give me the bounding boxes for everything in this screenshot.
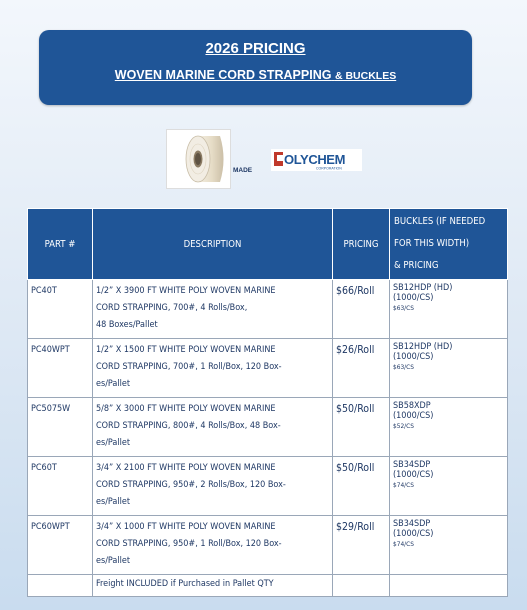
freight-note: Freight INCLUDED if Purchased in Pallet QTY (93, 575, 333, 597)
buckle-info (390, 516, 508, 575)
header-buckles-line1: BUCKLES (IF NEEDED (394, 216, 486, 227)
header-description: DESCRIPTION (93, 209, 333, 280)
buckle-code: SB58XDP (393, 401, 431, 411)
buckle-qty: (1000/CS) (393, 529, 434, 539)
description-line: 1/2” X 1500 FT WHITE POLY WOVEN MARINE (96, 345, 276, 355)
description-line: es/Pallet (96, 497, 131, 507)
description-line: es/Pallet (96, 379, 131, 389)
buckle-qty: (1000/CS) (393, 352, 434, 362)
buckle-code: SB12HDP (HD) (393, 283, 453, 293)
price: $29/Roll (333, 516, 390, 575)
header-buckles (390, 209, 508, 280)
buckle-price: $63/CS (393, 304, 414, 312)
banner-subtitle-suffix: & BUCKLES (334, 70, 397, 82)
footer-empty-cell (28, 575, 93, 597)
buckle-info (390, 280, 508, 339)
buckle-code: SB12HDP (HD) (393, 342, 453, 352)
table-row (28, 339, 508, 398)
buckle-info (390, 457, 508, 516)
table-row (28, 398, 508, 457)
svg-text:CORPORATION: CORPORATION (316, 166, 342, 171)
description-line: CORD STRAPPING, 800#, 4 Rolls/Box, 48 Box- (96, 421, 281, 431)
description-line: CORD STRAPPING, 950#, 1 Roll/Box, 120 Box- (96, 539, 282, 549)
price: $50/Roll (333, 398, 390, 457)
banner-title: 2026 PRICING (205, 40, 306, 57)
description-line: es/Pallet (96, 438, 131, 448)
description (93, 398, 333, 457)
description-line: 5/8” X 3000 FT WHITE POLY WOVEN MARINE (96, 404, 276, 414)
description-line: 3/4” X 1000 FT WHITE POLY WOVEN MARINE (96, 522, 276, 532)
description-line: CORD STRAPPING, 700#, 4 Rolls/Box, (96, 303, 248, 313)
description (93, 339, 333, 398)
description (93, 280, 333, 339)
part-number: PC40T (28, 280, 93, 339)
description-line: 3/4” X 2100 FT WHITE POLY WOVEN MARINE (96, 463, 276, 473)
buckle-code: SB34SDP (393, 460, 431, 470)
description-line: CORD STRAPPING, 950#, 2 Rolls/Box, 120 Box- (96, 480, 286, 490)
title-banner (39, 30, 472, 105)
buckle-qty: (1000/CS) (393, 411, 434, 421)
description-line: 1/2” X 3900 FT WHITE POLY WOVEN MARINE (96, 286, 276, 296)
svg-text:OLYCHEM: OLYCHEM (284, 152, 346, 167)
price: $26/Roll (333, 339, 390, 398)
header-part: PART # (28, 209, 93, 280)
buckle-info (390, 339, 508, 398)
description (93, 516, 333, 575)
price: $66/Roll (333, 280, 390, 339)
made-label: MADE (233, 167, 253, 174)
footer-empty-cell (333, 575, 390, 597)
part-number: PC40WPT (28, 339, 93, 398)
buckle-code: SB34SDP (393, 519, 431, 529)
header-pricing: PRICING (333, 209, 390, 280)
table-row (28, 457, 508, 516)
buckle-price: $63/CS (393, 363, 414, 371)
buckle-price: $74/CS (393, 540, 414, 548)
part-number: PC60T (28, 457, 93, 516)
description-line: CORD STRAPPING, 700#, 1 Roll/Box, 120 Box- (96, 362, 282, 372)
description-line: 48 Boxes/Pallet (96, 320, 158, 330)
buckle-price: $52/CS (393, 422, 414, 430)
banner-subtitle (39, 68, 472, 82)
pricing-table (27, 208, 508, 597)
buckle-info (390, 398, 508, 457)
header-buckles-line2: FOR THIS WIDTH) (394, 238, 470, 249)
polychem-logo (271, 149, 362, 171)
table-header-row (28, 209, 508, 280)
table-row (28, 516, 508, 575)
description-line: es/Pallet (96, 556, 131, 566)
banner-subtitle-main: WOVEN MARINE CORD STRAPPING (114, 68, 332, 82)
footer-empty-cell (390, 575, 508, 597)
strapping-roll-image (166, 129, 231, 189)
table-footer-row (28, 575, 508, 597)
table-row (28, 280, 508, 339)
buckle-qty: (1000/CS) (393, 293, 434, 303)
part-number: PC60WPT (28, 516, 93, 575)
buckle-qty: (1000/CS) (393, 470, 434, 480)
price: $50/Roll (333, 457, 390, 516)
description (93, 457, 333, 516)
part-number: PC5075W (28, 398, 93, 457)
buckle-price: $74/CS (393, 481, 414, 489)
header-buckles-line3: & PRICING (394, 260, 439, 271)
